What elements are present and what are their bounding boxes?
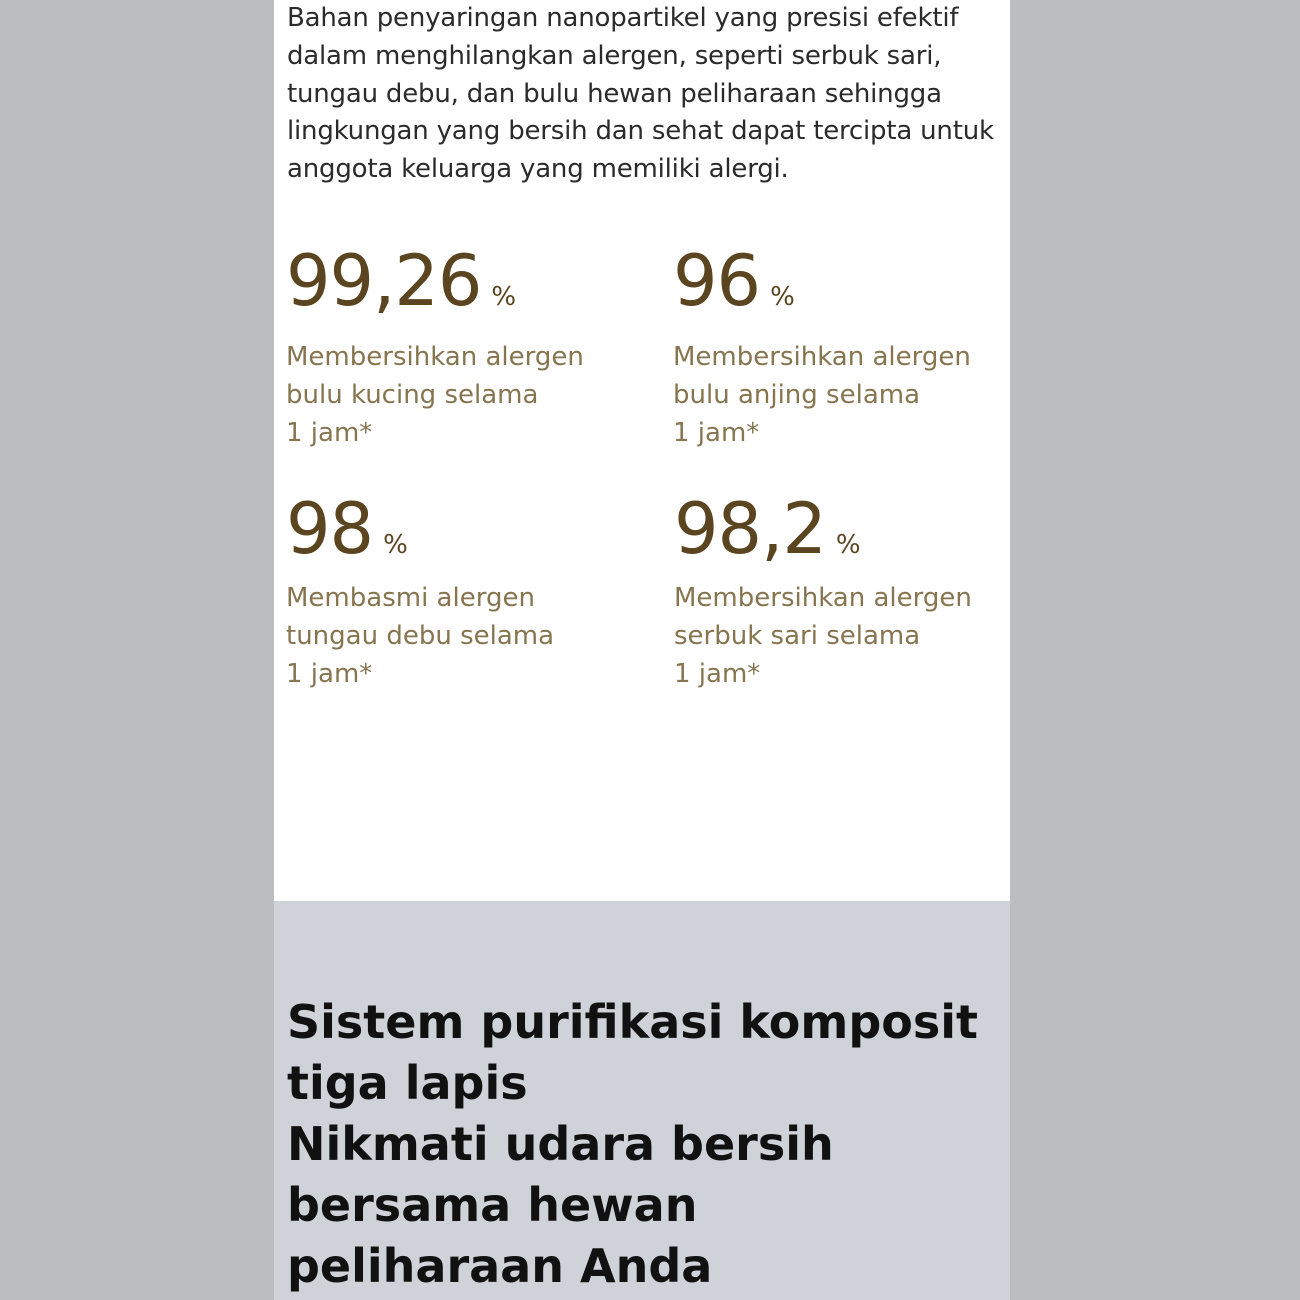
stat-unit: % [491,282,517,312]
feature-title-line-1: Sistem purifikasi komposit tiga lapis [287,995,978,1110]
stat-number [674,488,1004,570]
stat-pollen-allergen [674,488,1004,693]
stat-unit: % [770,282,795,312]
stat-value: 99,26 [286,240,482,322]
stat-description: Membersihkan alergen serbuk sari selama 1 jam* [674,583,972,689]
feature-banner [274,901,1010,1300]
stat-number [286,240,616,322]
stat-number [673,240,1003,322]
stat-number [286,488,616,570]
intro-paragraph: Bahan penyaringan nanopartikel yang presisi efektif dalam menghilangkan alergen, seperti serbuk sari, tungau debu, dan bulu hewan peliharaan sehingga lingkungan yang bersih dan sehat dapat tercipta untuk anggota keluarga yang memiliki alergi. [287,3,994,185]
feature-title-line-2: Nikmati udara bersih bersama hewan peliharaan Anda [287,1117,834,1293]
stat-value: 96 [673,240,761,322]
feature-title [287,992,987,1297]
stat-dog-allergen [673,240,1003,452]
stat-description: Membersihkan alergen bulu anjing selama 1 jam* [673,342,971,448]
stat-dust-mite-allergen [286,488,616,693]
product-page [274,0,1010,1300]
stat-value: 98,2 [674,488,826,570]
stat-cat-allergen [286,240,616,452]
stat-description: Membasmi alergen tungau debu selama 1 jam* [286,583,555,689]
stat-description: Membersihkan alergen bulu kucing selama 1 jam* [286,342,584,448]
stat-value: 98 [286,488,374,570]
stat-unit: % [835,530,861,560]
stat-unit: % [383,530,408,560]
